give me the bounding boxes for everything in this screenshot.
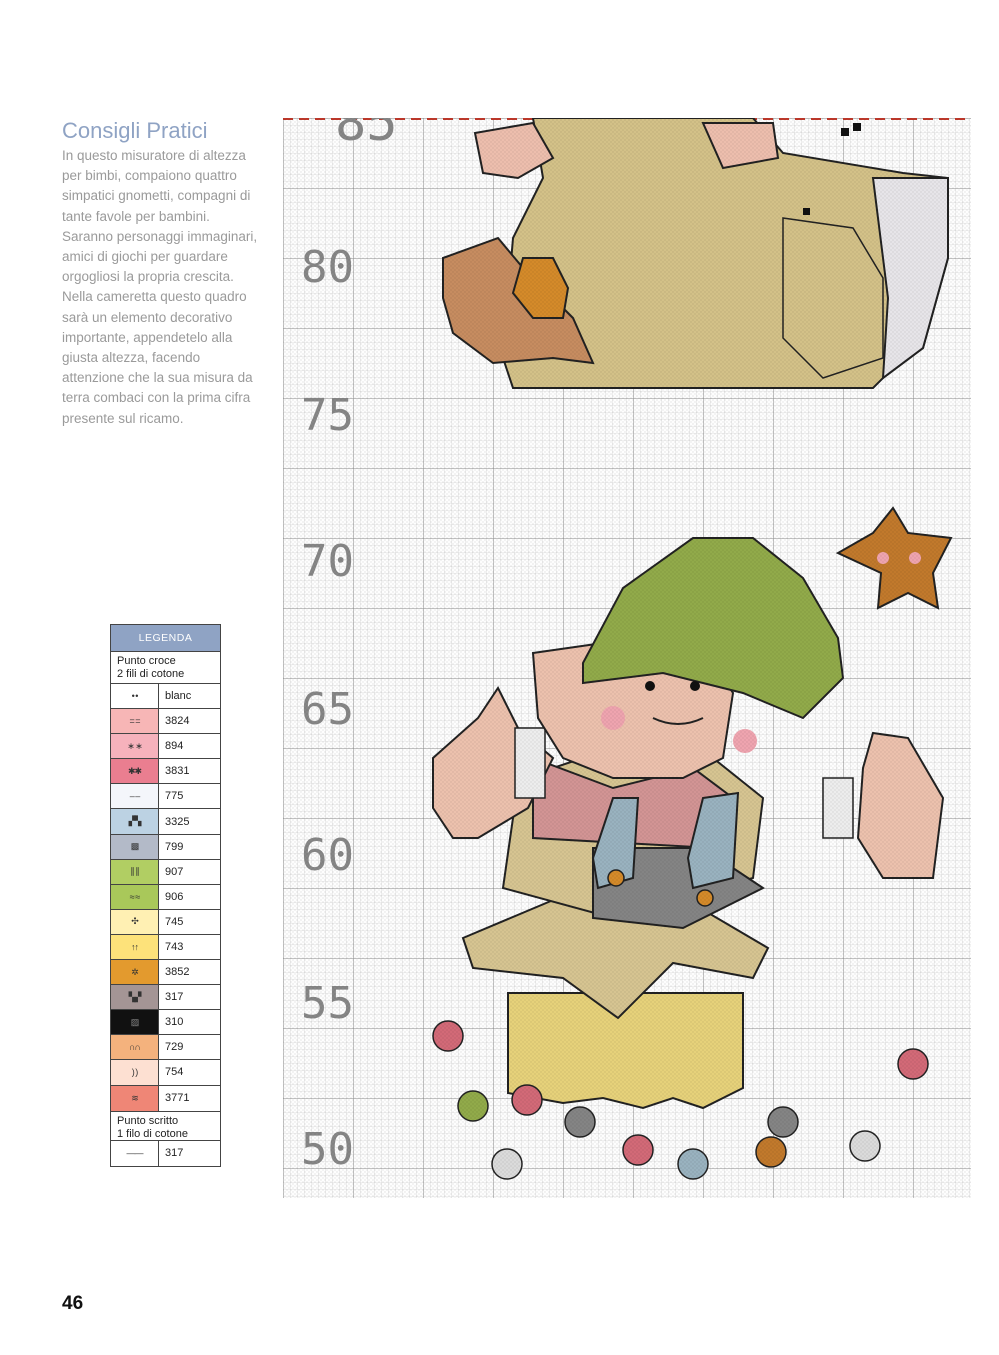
backstitch-title: Punto scritto 1 filo di cotone: [111, 1111, 220, 1141]
thread-code: 799: [165, 840, 184, 853]
color-swatch: ▨: [111, 1010, 159, 1034]
color-swatch: ▚▞: [111, 985, 159, 1009]
thread-code: 745: [165, 915, 184, 928]
legend-row: [111, 759, 220, 784]
legend-header: LEGENDA: [111, 625, 220, 652]
color-swatch: • •: [111, 684, 159, 708]
thread-code: 729: [165, 1041, 184, 1054]
color-swatch: ▩: [111, 835, 159, 859]
thread-code: 310: [165, 1016, 184, 1029]
thread-code: 894: [165, 740, 184, 753]
color-swatch: ↑↑: [111, 935, 159, 959]
legend-row: [111, 910, 220, 935]
legend-table: [110, 624, 221, 1167]
color-swatch: ‒ ‒: [111, 784, 159, 808]
legend-row: [111, 709, 220, 734]
thread-code: 743: [165, 940, 184, 953]
legend-row: [111, 835, 220, 860]
legend-row: [111, 809, 220, 834]
backstitch-swatch: ——: [111, 1141, 159, 1166]
thread-code: 906: [165, 890, 184, 903]
legend-row: [111, 985, 220, 1010]
color-swatch: ) ): [111, 1060, 159, 1084]
intro-text: In questo misuratore di altezza per bimbi, compaiono quattro simpatici gnometti, compagni di tante favole per bambini. Saranno personaggi immaginari, amici di giochi per guardare orgogliosi la propria crescita. Nella cameretta questo quadro sarà un elemento decorativo importante, appendetelo alla giusta altezza, facendo attenzione che la sua misura da terra combaci con la prima cifra presente sul ricamo.: [62, 148, 258, 426]
color-swatch: ✱✱: [111, 759, 159, 783]
color-swatch: ∥ ∥: [111, 860, 159, 884]
thread-code: 754: [165, 1066, 184, 1079]
page-number: 46: [62, 1293, 84, 1314]
thread-code: 3325: [165, 815, 190, 828]
legend-row: [111, 935, 220, 960]
color-swatch: ✣: [111, 910, 159, 934]
legend-row: [111, 1035, 220, 1060]
thread-code: 3771: [165, 1092, 190, 1105]
legend-rows: [111, 684, 220, 1111]
legend-row: [111, 860, 220, 885]
thread-code: 775: [165, 790, 184, 803]
color-swatch: ≈ ≈: [111, 885, 159, 909]
legend-row: [111, 684, 220, 709]
page-title: Consigli Pratici: [62, 118, 208, 143]
backstitch-code: 317: [165, 1147, 184, 1160]
thread-code: 317: [165, 991, 184, 1004]
color-swatch: ∩∩: [111, 1035, 159, 1059]
thread-code: 3824: [165, 715, 190, 728]
legend-row: [111, 1060, 220, 1085]
legend-row: [111, 784, 220, 809]
legend-row: [111, 960, 220, 985]
cross-stitch-chart: [283, 118, 971, 1198]
thread-code: 3852: [165, 966, 190, 979]
legend-row-backstitch: [111, 1141, 220, 1166]
color-swatch: ▞▚: [111, 809, 159, 833]
legend-row: [111, 1086, 220, 1111]
color-swatch: ✲: [111, 960, 159, 984]
color-swatch: = =: [111, 709, 159, 733]
legend-row: [111, 1010, 220, 1035]
color-swatch: ∗ ∗: [111, 734, 159, 758]
cross-stitch-title: Punto croce 2 fili di cotone: [111, 652, 220, 684]
color-swatch: ≋: [111, 1086, 159, 1111]
legend-row: [111, 885, 220, 910]
thread-code: 3831: [165, 765, 190, 778]
thread-code: 907: [165, 865, 184, 878]
legend-row: [111, 734, 220, 759]
thread-code: blanc: [165, 690, 192, 703]
